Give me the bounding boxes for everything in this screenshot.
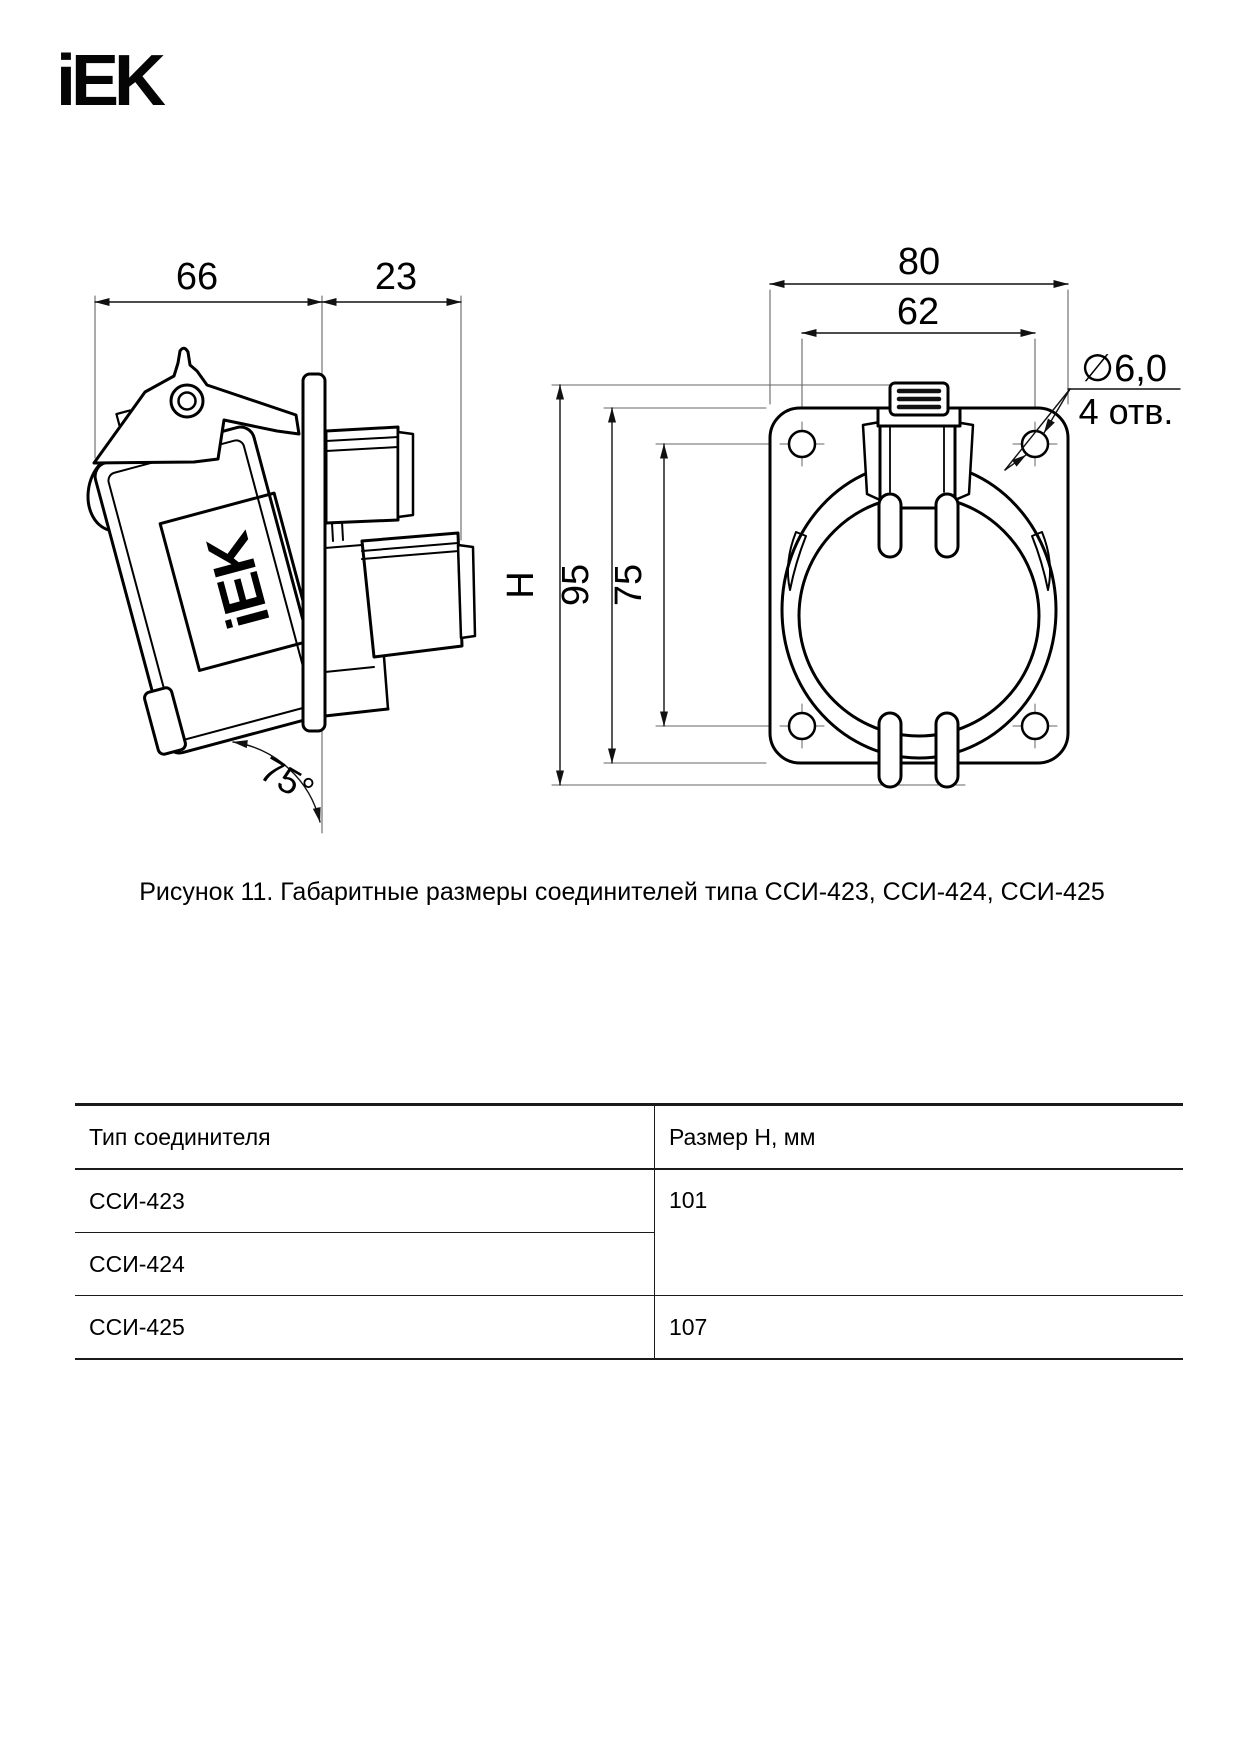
dim-label-H: H xyxy=(500,571,542,599)
hole-count-label: 4 отв. xyxy=(1078,391,1174,432)
col-header-h: Размер H, мм xyxy=(654,1105,1183,1170)
dim-label-75: 75 xyxy=(608,563,650,607)
dim-label-66: 66 xyxy=(175,256,219,298)
mounting-hole xyxy=(789,431,815,457)
dim-label-80: 80 xyxy=(897,241,941,283)
mounting-hole xyxy=(789,713,815,739)
table-header-row xyxy=(75,1105,1183,1170)
table-row xyxy=(75,1169,1183,1233)
dim-label-23: 23 xyxy=(374,256,418,298)
cell-type: ССИ-424 xyxy=(75,1233,654,1296)
dim-label-75deg: 75° xyxy=(253,748,322,811)
socket-face-circle xyxy=(799,496,1039,736)
iek-logo: iEK xyxy=(56,41,162,121)
cell-h-merged: 101 xyxy=(654,1169,1183,1296)
latch-pin-right xyxy=(936,494,958,557)
latch-pin-left xyxy=(879,494,901,557)
mounting-flange xyxy=(303,374,325,731)
rear-upper-block xyxy=(326,427,413,541)
body-logo-text: iEK xyxy=(193,527,283,636)
bottom-pin-left xyxy=(879,713,901,787)
rear-lower-block xyxy=(325,533,475,716)
col-header-type: Тип соединителя xyxy=(75,1105,654,1170)
table-row xyxy=(75,1296,1183,1360)
cell-h: 107 xyxy=(654,1296,1183,1360)
mounting-hole xyxy=(1022,713,1048,739)
figure-caption: Рисунок 11. Габаритные размеры соединителей типа ССИ-423, ССИ-424, ССИ-425 xyxy=(139,878,1105,906)
cell-type: ССИ-425 xyxy=(75,1296,654,1360)
dim-label-95: 95 xyxy=(555,563,597,607)
dim-label-62: 62 xyxy=(896,291,940,333)
bottom-pin-right xyxy=(936,713,958,787)
spec-table xyxy=(75,1103,1183,1360)
front-view-drawing xyxy=(500,241,1180,787)
lever-pivot-inner xyxy=(179,393,196,410)
cell-type: ССИ-423 xyxy=(75,1169,654,1233)
side-view-drawing xyxy=(88,256,475,833)
connector-body xyxy=(92,423,333,757)
hole-diameter-label: ∅6,0 xyxy=(1081,348,1167,390)
